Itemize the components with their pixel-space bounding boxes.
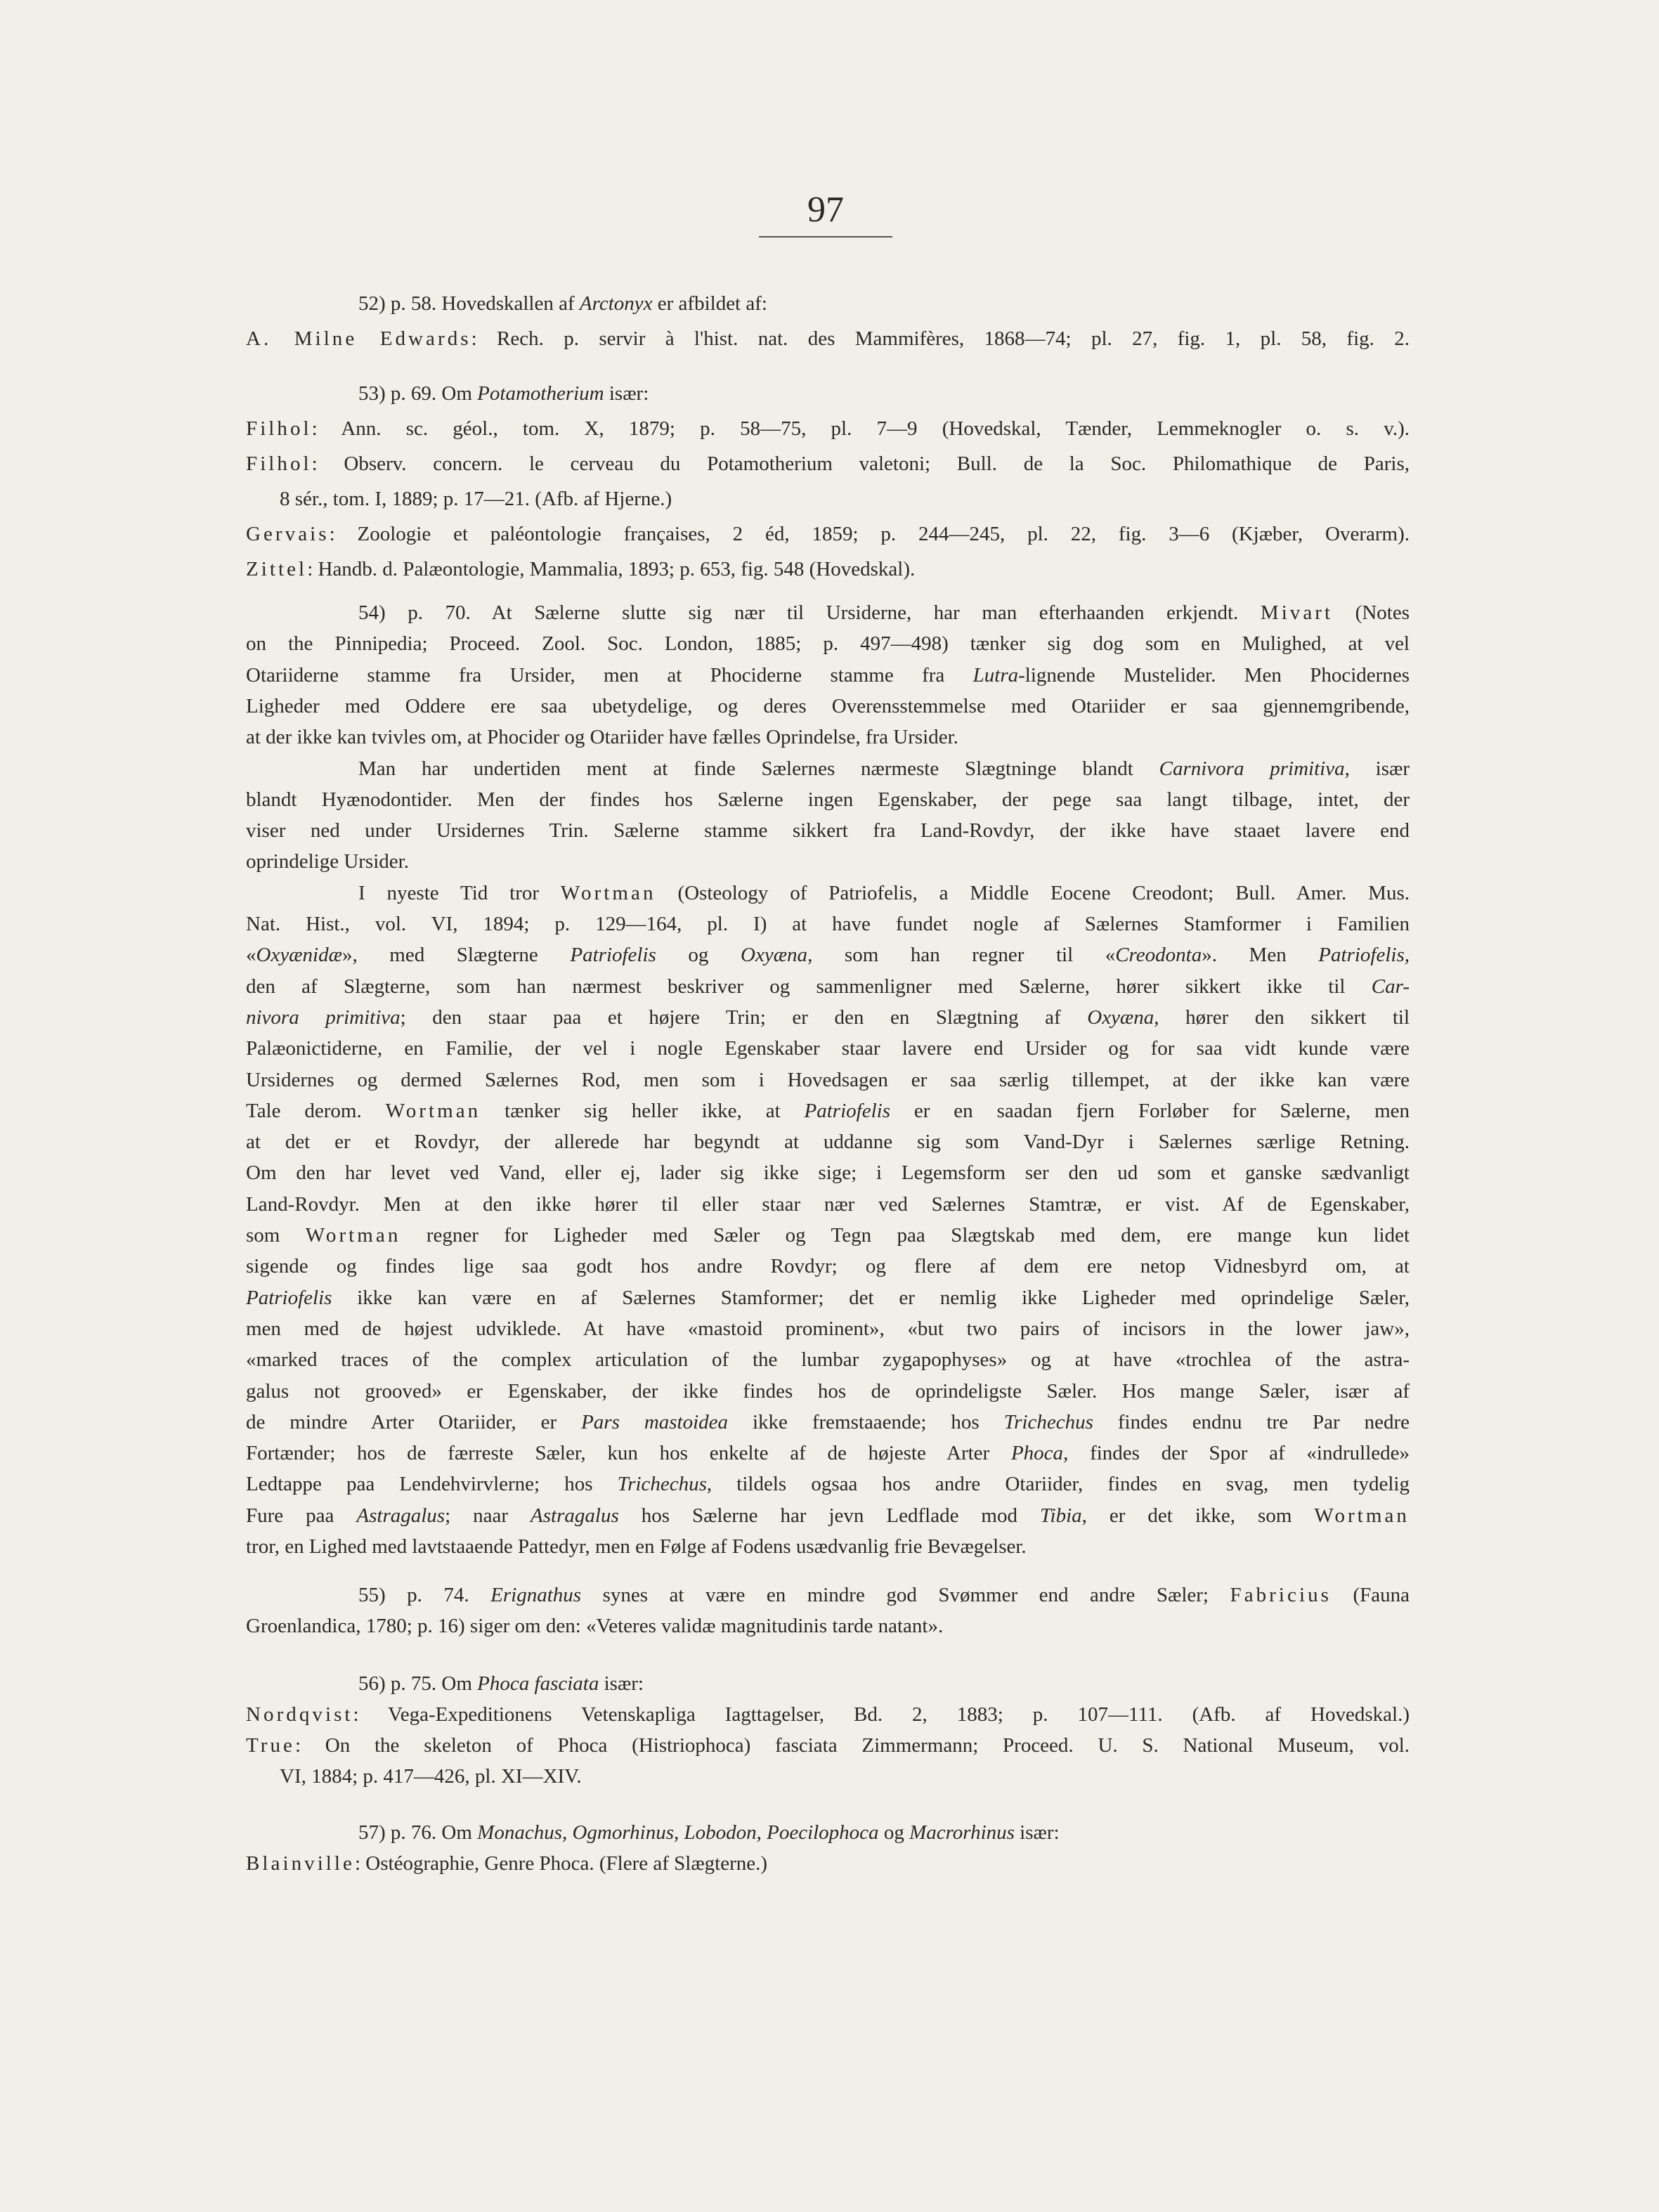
note-54-line (246, 1157, 1410, 1188)
note-54-line (358, 597, 1410, 628)
text-run: Ligheder med Oddere ere saa ubetydelige, og deres Overensstemmelse med Otariider er saa gjennemgribende, (246, 695, 1410, 717)
text-run: -lignende Mustelider. Men Phocidernes (1018, 664, 1410, 687)
text-run: , som han regner til « (807, 944, 1116, 966)
text-run: findes endnu tre Par nedre (1093, 1411, 1410, 1433)
text-run: (Notes (1333, 601, 1410, 624)
text-run: , er det ikke, som (1081, 1504, 1315, 1527)
note-54-line (246, 1438, 1410, 1469)
note-54-line (246, 939, 1410, 970)
italic-term: Potamotherium (477, 382, 604, 405)
text-run: sigende og findes lige saa godt hos andre Rovdyr; og flere af dem ere netop Vidnesbyrd om, at (246, 1255, 1410, 1277)
author-name: Fabricius (1230, 1584, 1332, 1606)
text-run: og (656, 944, 741, 966)
author-name: Mivart (1260, 601, 1334, 624)
text-run: blandt Hyænodontider. Men der findes hos Sælerne ingen Egenskaber, der pege saa langt tilbage, intet, der (246, 788, 1410, 811)
text-run: især: (599, 1672, 644, 1695)
note-52-line (358, 288, 1410, 319)
text-run: : Zoologie et paléontologie françaises, 2 éd, 1859; p. 244—245, pl. 22, fig. 3—6 (Kjæber, Overarm). (329, 523, 1410, 545)
author-name: Nordqvist (246, 1703, 353, 1726)
note-54-line (246, 1189, 1410, 1220)
author-name: Gervais (246, 523, 330, 545)
text-run: «marked traces of the complex articulation of the lumbar zygapophyses» og at have «trochlea of the astra- (246, 1348, 1410, 1371)
text-run: er en saadan fjern Forløber for Sælerne, men (890, 1100, 1410, 1122)
text-run: som (246, 1224, 306, 1247)
text-run: oprindelige Ursider. (246, 850, 409, 873)
text-run: at der ikke kan tvivles om, at Phocider og Otariider have fælles Oprindelse, fra Ursider. (246, 726, 958, 748)
note-54-line (246, 1095, 1410, 1126)
note-54-line (246, 1002, 1410, 1033)
text-run: tænker sig heller ikke, at (481, 1100, 805, 1122)
author-name: A. Milne Edwards (246, 327, 471, 350)
italic-term: Patriofelis, (1318, 944, 1410, 966)
text-run: : Rech. p. servir à l'hist. nat. des Mammifères, 1868—74; pl. 27, fig. 1, pl. 58, fig. 2. (471, 327, 1410, 350)
note-54-line (246, 815, 1410, 846)
note-56-line (246, 1699, 1410, 1730)
text-run: (Fauna (1331, 1584, 1410, 1606)
text-run: , tildels ogsaa hos andre Otariider, findes en svag, men tydelig (706, 1473, 1410, 1495)
text-run: I nyeste Tid tror (358, 882, 561, 904)
text-run: : Vega-Expeditionens Vetenskapliga Iagttagelser, Bd. 2, 1883; p. 107—111. (Afb. af Hovedskal.) (353, 1703, 1410, 1726)
text-run: Otariiderne stamme fra Ursider, men at Phociderne stamme fra (246, 664, 973, 687)
note-54-line (246, 1065, 1410, 1095)
text-run: er afbildet af: (652, 292, 767, 315)
note-54-line (246, 1469, 1410, 1499)
page-number: 97 (759, 188, 892, 238)
note-54-line (246, 1407, 1410, 1438)
text-run: ; naar (445, 1504, 531, 1527)
note-55-line (246, 1611, 1410, 1641)
italic-term: Arctonyx (579, 292, 653, 315)
italic-term: Macrorhinus (909, 1821, 1015, 1844)
note-55-line (358, 1580, 1410, 1611)
note-54-line (246, 1033, 1410, 1064)
italic-term: Lutra (972, 664, 1019, 687)
text-run: Fortænder; hos de færreste Sæler, kun hos enkelte af de højeste Arter (246, 1442, 1011, 1464)
note-54-line (246, 846, 1410, 877)
italic-term: Astragalus (531, 1504, 619, 1527)
text-run: synes at være en mindre god Svømmer end andre Sæler; (581, 1584, 1230, 1606)
italic-term: Creodonta (1115, 944, 1202, 966)
note-53-line (358, 378, 1410, 409)
italic-term: Phoca fasciata (477, 1672, 599, 1695)
note-54-line (246, 691, 1410, 722)
text-run: den af Slægterne, som han nærmest beskriver og sammenligner med Sælerne, hører sikkert ikke til (246, 975, 1372, 998)
note-54-line (246, 1376, 1410, 1407)
author-name: Wortman (385, 1100, 481, 1122)
text-run: : Ostéographie, Genre Phoca. (Flere af Slægterne.) (354, 1852, 768, 1875)
italic-term: Patriofelis (570, 944, 656, 966)
text-run: Palæonictiderne, en Familie, der vel i nogle Egenskaber staar lavere end Ursider og for saa vidt kunde være (246, 1037, 1410, 1060)
text-run: ikke fremstaaende; hos (728, 1411, 1004, 1433)
note-54-line (246, 628, 1410, 659)
text-run: men med de højest udviklede. At have «mastoid prominent», «but two pairs of incisors in the lower jaw», (246, 1318, 1410, 1340)
note-54-line (246, 909, 1410, 939)
text-run: ». Men (1202, 944, 1319, 966)
text-run: og (878, 1821, 910, 1844)
italic-term: nivora primitiva (246, 1006, 401, 1029)
text-run: Nat. Hist., vol. VI, 1894; p. 129—164, pl. I) at have fundet nogle af Sælernes Stamformer i Familien (246, 913, 1410, 935)
text-run: 52) p. 58. Hovedskallen af (358, 292, 580, 315)
text-run: 53) p. 69. Om (358, 382, 478, 405)
italic-term: Patriofelis (246, 1287, 332, 1309)
text-run: 57) p. 76. Om (358, 1821, 478, 1844)
note-53-line (280, 483, 1410, 514)
author-name: Filhol (246, 417, 312, 440)
italic-term: Oxyænidæ (256, 944, 342, 966)
author-name: Wortman (1314, 1504, 1410, 1527)
italic-term: Oxyæna (741, 944, 808, 966)
text-run: VI, 1884; p. 417—426, pl. XI—XIV. (280, 1765, 582, 1788)
text-run: ; den staar paa et højere Trin; er den en Slægtning af (400, 1006, 1088, 1029)
note-52-line (246, 323, 1410, 354)
text-run: : Ann. sc. géol., tom. X, 1879; p. 58—75, pl. 7—9 (Hovedskal, Tænder, Lemmeknogler o. s. v.). (311, 417, 1410, 440)
italic-term: Carnivora primitiva (1159, 757, 1345, 780)
text-run: især: (1014, 1821, 1060, 1844)
text-run: tror, en Lighed med lavtstaaende Pattedyr, men en Følge af Fodens usædvanlig frie Bevægelser. (246, 1535, 1027, 1558)
text-run: Om den har levet ved Vand, eller ej, lader sig ikke sige; i Legemsform ser den ud som et ganske sædvanligt (246, 1162, 1410, 1184)
note-56-line (246, 1730, 1410, 1761)
text-run: regner for Ligheder med Sæler og Tegn paa Slægtskab med dem, ere mange kun lidet (401, 1224, 1410, 1247)
author-name: Wortman (560, 882, 656, 904)
note-54-line (246, 722, 1410, 753)
text-run: Ledtappe paa Lendehvirvlerne; hos (246, 1473, 618, 1495)
text-run: 55) p. 74. (358, 1584, 491, 1606)
text-run: , hører den sikkert til (1154, 1006, 1410, 1029)
text-run: : Handb. d. Palæontologie, Mammalia, 1893; p. 653, fig. 548 (Hovedskal). (307, 558, 916, 580)
author-name: True (246, 1734, 295, 1757)
text-run: on the Pinnipedia; Proceed. Zool. Soc. London, 1885; p. 497—498) tænker sig dog som en Mulighed, at vel (246, 632, 1410, 655)
note-54-line (246, 1282, 1410, 1313)
note-53-line (246, 413, 1410, 444)
text-run: « (246, 944, 256, 966)
text-run: ikke kan være en af Sælernes Stamformer; det er nemlig ikke Ligheder med oprindelige Sæler, (332, 1287, 1410, 1309)
text-run: især: (604, 382, 649, 405)
italic-term: Trichechus (1003, 1411, 1093, 1433)
note-53-line (246, 448, 1410, 479)
italic-term: Erignathus (490, 1584, 582, 1606)
text-run: 54) p. 70. At Sælerne slutte sig nær til Ursiderne, har man efterhaanden erkjendt. (358, 601, 1261, 624)
author-name: Zittel (246, 558, 308, 580)
text-run: (Osteology of Patriofelis, a Middle Eocene Creodont; Bull. Amer. Mus. (656, 882, 1410, 904)
italic-term: Patriofelis (804, 1100, 890, 1122)
note-56-line (358, 1668, 1410, 1699)
note-54-line (246, 660, 1410, 691)
note-53-line (246, 519, 1410, 549)
note-54-line (246, 1344, 1410, 1375)
italic-term: Trichechus (617, 1473, 707, 1495)
note-54-line (246, 1500, 1410, 1531)
text-run: : On the skeleton of Phoca (Histriophoca) fasciata Zimmermann; Proceed. U. S. National Museum, vol. (294, 1734, 1410, 1757)
text-run: Ursidernes og dermed Sælernes Rod, men som i Hovedsagen er saa særlig tillempet, at der ikke kan være (246, 1069, 1410, 1091)
italic-term: Phoca (1010, 1442, 1064, 1464)
italic-term: Monachus, Ogmorhinus, Lobodon, Poecilophoca (477, 1821, 879, 1844)
note-54-line (358, 753, 1410, 784)
text-run: », med Slægterne (341, 944, 571, 966)
text-run: hos Sælerne har jevn Ledflade mod (618, 1504, 1040, 1527)
note-57-line (246, 1848, 1410, 1879)
italic-term: Car- (1371, 975, 1410, 998)
note-54-line (246, 1251, 1410, 1282)
text-run: 56) p. 75. Om (358, 1672, 478, 1695)
text-run: galus not grooved» er Egenskaber, der ikke findes hos de oprindeligste Sæler. Hos mange Sæler, især af (246, 1380, 1410, 1403)
text-run: , findes der Spor af «indrullede» (1063, 1442, 1410, 1464)
author-name: Filhol (246, 453, 312, 475)
italic-term: Oxyæna (1087, 1006, 1154, 1029)
italic-term: Astragalus (356, 1504, 445, 1527)
note-54-line (246, 784, 1410, 815)
text-run: at det er et Rovdyr, der allerede har begyndt at uddanne sig som Vand-Dyr i Sælernes særlige Retning. (246, 1131, 1410, 1153)
note-54-line (246, 1313, 1410, 1344)
note-53-line (246, 554, 1410, 585)
text-run: Land-Rovdyr. Men at den ikke hører til eller staar nær ved Sælernes Stamtræ, er vist. Af de Egenskaber, (246, 1193, 1410, 1216)
note-56-line (280, 1761, 1410, 1792)
note-54-line (246, 1126, 1410, 1157)
text-run: Fure paa (246, 1504, 357, 1527)
text-run: : Observ. concern. le cerveau du Potamotherium valetoni; Bull. de la Soc. Philomathique de Paris, (311, 453, 1410, 475)
italic-term: Pars mastoidea (581, 1411, 729, 1433)
italic-term: Tibia (1040, 1504, 1082, 1527)
text-run: , især (1344, 757, 1410, 780)
text-run: de mindre Arter Otariider, er (246, 1411, 582, 1433)
note-54-line (358, 878, 1410, 909)
text-run: Tale derom. (246, 1100, 386, 1122)
text-run: 8 sér., tom. I, 1889; p. 17—21. (Afb. af Hjerne.) (280, 488, 672, 510)
text-run: viser ned under Ursidernes Trin. Sælerne stamme sikkert fra Land-Rovdyr, der ikke have staaet lavere end (246, 819, 1410, 842)
author-name: Blainville (246, 1852, 355, 1875)
text-run: Man har undertiden ment at finde Sælernes nærmeste Slægtninge blandt (358, 757, 1159, 780)
note-57-line (358, 1817, 1410, 1848)
text-run: Groenlandica, 1780; p. 16) siger om den: «Veteres validæ magnitudinis tarde natant». (246, 1615, 944, 1637)
note-54-line (246, 1531, 1410, 1562)
note-54-line (246, 1220, 1410, 1251)
note-54-line (246, 971, 1410, 1002)
author-name: Wortman (305, 1224, 401, 1247)
